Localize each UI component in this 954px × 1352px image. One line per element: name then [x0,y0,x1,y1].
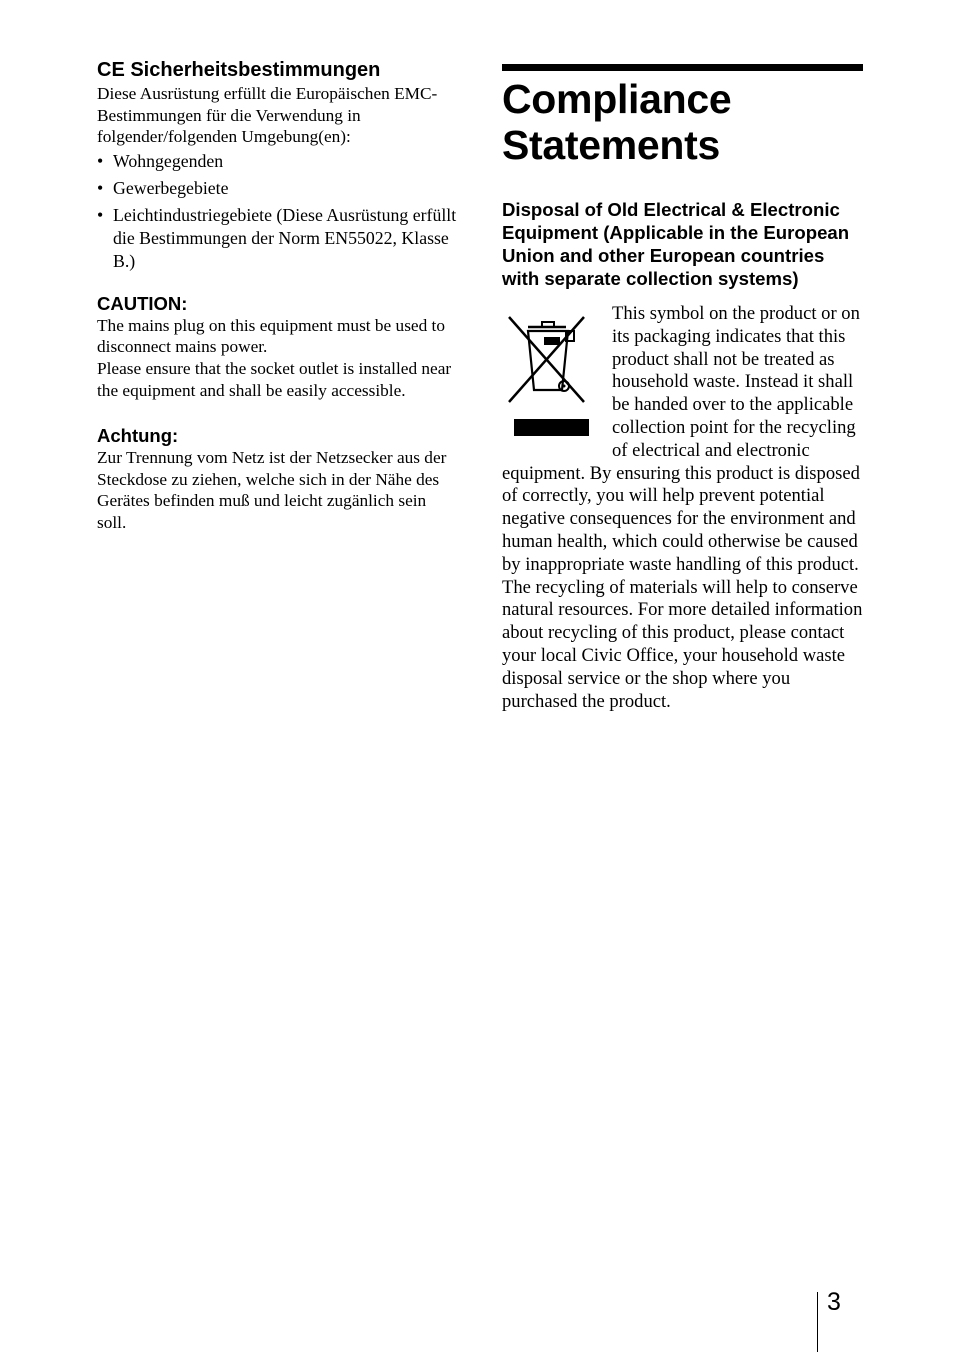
ce-intro-text: Diese Ausrüstung erfüllt die Europäischen EMC-Bestimmungen für die Verwendung in folgender/folgenden Umgebung(en): [97,84,438,147]
weee-bar [514,419,589,436]
bullet-icon: • [97,150,104,171]
bullet-icon: • [97,204,104,225]
title-rule [502,64,863,71]
list-item-text: Gewerbegebiete [113,177,229,198]
crossed-out-wheelie-bin-icon [504,307,594,441]
page-number: 3 [827,1288,841,1316]
achtung-text: Zur Trennung vom Netz ist der Netzsecker aus der Steckdose zu ziehen, welche sich in der Nähe des Gerätes befinden muß und leicht zugänlich sein soll. [97,448,447,532]
ce-heading: CE Sicherheitsbestimmungen [97,59,381,81]
disposal-heading: Disposal of Old Electrical & Electronic Equipment (Applicable in the European Union and other European countries with separate collection systems) [502,199,850,289]
right-column [502,64,863,713]
achtung-heading: Achtung: [97,425,179,447]
list-item [97,204,457,273]
disposal-section [502,303,863,713]
bullet-icon: • [97,177,104,198]
caution-heading: CAUTION: [97,292,188,314]
page-number-rule [817,1292,818,1352]
left-column [97,58,457,534]
list-item [97,177,457,200]
environment-list [97,150,457,273]
caution-text-2: Please ensure that the socket outlet is installed near the equipment and shall be easily accessible. [97,358,452,400]
list-item [97,150,457,173]
page-title: Compliance Statements [502,76,732,168]
list-item-text: Wohngegenden [113,150,224,171]
caution-text-1: The mains plug on this equipment must be used to disconnect mains power. [97,315,445,357]
list-item-text: Leichtindustriegebiete (Diese Ausrüstung erfüllt die Bestimmungen der Norm EN55022, Klasse B.) [113,204,457,271]
disposal-text: This symbol on the product or on its packaging indicates that this product shall not be treated as household waste. Instead it shall be handed over to the applicable collection point for the recycling of electrical and electronic equipment. By ensuring this product is disposed of correctly, you will help prevent potential negative consequences for the environment and human health, which could otherwise be caused by inappropriate waste handling of this product. The recycling of materials will help to conserve natural resources. For more detailed information about recycling of this product, please contact your local Civic Office, your household waste disposal service or the shop where you purchased the product. [502,303,863,712]
